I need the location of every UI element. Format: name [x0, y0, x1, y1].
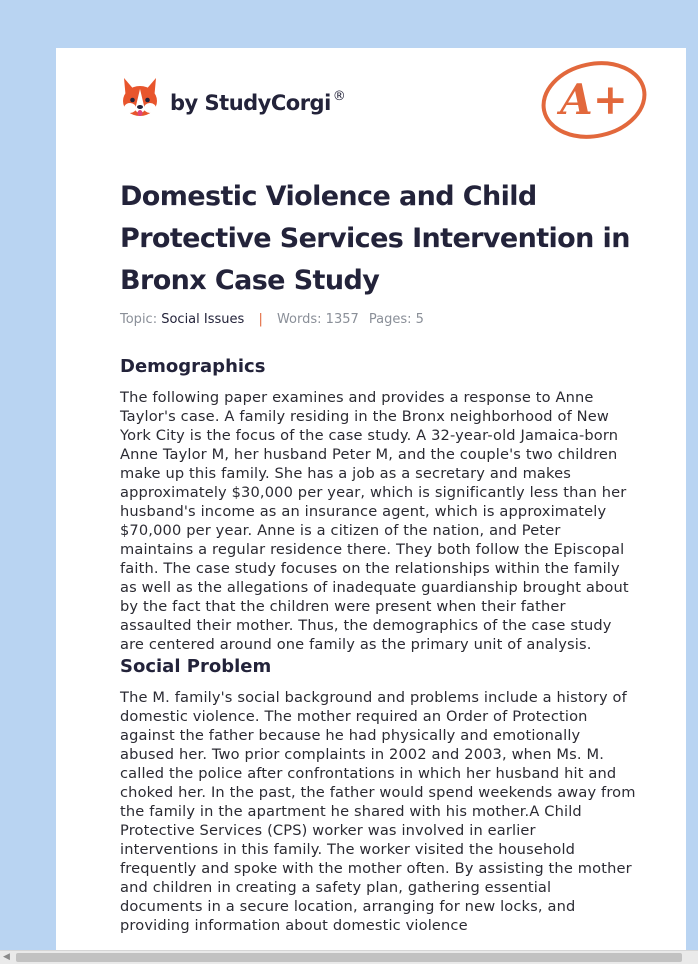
scroll-left-arrow-icon[interactable]: ◀ [3, 952, 10, 962]
scrollbar-thumb[interactable] [16, 953, 682, 962]
corgi-icon [120, 76, 160, 120]
document-page [56, 48, 686, 964]
section-heading-social-problem: Social Problem [120, 656, 272, 677]
registered-mark: ® [332, 89, 346, 104]
badge-text: A+ [560, 75, 628, 124]
section-heading-demographics: Demographics [120, 356, 266, 377]
topic-link[interactable]: Social Issues [161, 312, 245, 327]
horizontal-scrollbar[interactable] [0, 950, 698, 964]
section-body-demographics: The following paper examines and provides a response to Anne Taylor's case. A family residing in the Bronx neighborhood of New York City is the focus of the case study. A 32-year-old Jamaica-born Anne Taylor M, her husband Peter M, and the couple's two children make up this family. She has a job as a secretary and makes approximately $30,000 per year, which is significantly less than her husband's income as an insurance agent, which is approximately $70,000 per year. Anne is a citizen of the nation, and Peter maintains a regular residence there. They both follow the Episcopal faith. The case study focuses on the relationships within the family as well as the allegations of inadequate guardianship brought about by the fact that the children were present when their father assaulted their mother. Thus, the demographics of the case study are centered around one family as the primary unit of analysis. [120, 389, 629, 653]
page-title: Domestic Violence and Child Protective Services Intervention in Bronx Case Study [120, 181, 630, 296]
a-plus-badge [538, 58, 650, 142]
brand-name: by StudyCorgi ® [170, 89, 346, 115]
topic-label: Topic: [120, 312, 158, 327]
page-count: Pages: 5 [368, 312, 424, 327]
meta-separator: | [258, 312, 263, 327]
article-meta [120, 312, 424, 327]
article-body [120, 354, 636, 935]
section-body-social-problem: The M. family's social background and problems include a history of domestic violence. The mother required an Order of Protection against the father because he had physically and emotionally abused her. Two prior complaints in 2002 and 2003, when Ms. M. called the police after confrontations in which her husband hit and choked her. In the past, the father would spend weekends away from the family in the apartment he shared with his mother.A Child Protective Services (CPS) worker was involved in earlier interventions in this family. The worker visited the household frequently and spoke with the mother often. By assisting the mother and children in creating a safety plan, gathering essential documents in a secure location, arranging for new locks, and providing information about domestic violence [120, 689, 636, 934]
studycorgi-logo[interactable] [120, 76, 345, 120]
word-count: Words: 1357 [276, 312, 359, 327]
